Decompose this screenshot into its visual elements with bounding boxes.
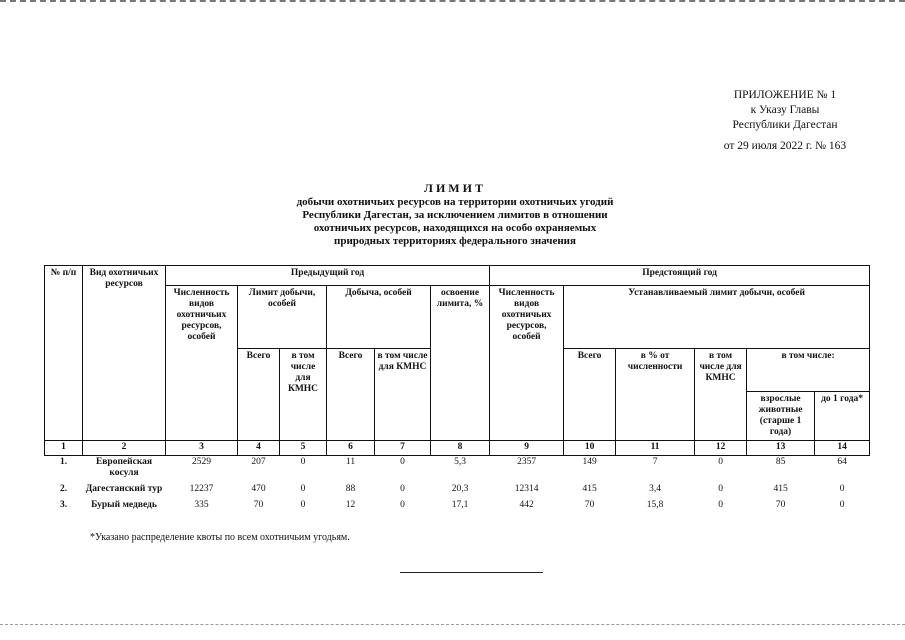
footnote: *Указано распределение квоты по всем охотничьим угодьям. xyxy=(90,532,350,543)
cell-catch-kmns: 0 xyxy=(400,484,405,494)
title-line: Республики Дагестан, за исключением лимитов в отношении xyxy=(302,209,608,221)
table-row xyxy=(45,456,870,484)
scan-edge-top xyxy=(0,0,905,6)
column-number: 8 xyxy=(431,441,490,456)
column-number: 13 xyxy=(747,441,815,456)
cell-prev-limit-kmns: 0 xyxy=(300,484,306,494)
cell-next-pct: 15,8 xyxy=(646,500,664,510)
cell-species: Бурый медведь xyxy=(91,500,157,510)
cell-next-total: 415 xyxy=(582,484,597,494)
header-prev-year: Предыдущий год xyxy=(166,266,490,286)
cell-num: 2. xyxy=(59,484,68,494)
header-young: до 1 года* xyxy=(815,392,870,441)
header-prev-limit: Лимит добычи, особей xyxy=(238,286,327,349)
document-title xyxy=(255,182,655,248)
cell-next-pct: 3,4 xyxy=(649,484,661,494)
appendix-date: от 29 июля 2022 г. № 163 xyxy=(723,140,847,152)
header-next-limit: Устанавливаемый лимит добычи, особей xyxy=(564,286,870,349)
column-number: 6 xyxy=(327,441,375,456)
header-prev-count: Численность видов охотничьих ресурсов, особей xyxy=(166,286,238,441)
cell-young: 0 xyxy=(839,500,845,510)
appendix-title: ПРИЛОЖЕНИЕ № 1 xyxy=(733,89,837,101)
header-prev-percent: освоение лимита, % xyxy=(431,286,490,441)
cell-young: 64 xyxy=(815,456,870,484)
header-prev-limit-kmns: в том числе для КМНС xyxy=(280,349,327,441)
header-next-year: Предстоящий год xyxy=(490,266,870,286)
cell-species: Дагестанский тур xyxy=(85,484,163,494)
closing-rule xyxy=(400,572,543,573)
column-number: 7 xyxy=(375,441,431,456)
title-line: охотничьих ресурсов, находящихся на особо охраняемых xyxy=(313,222,597,234)
cell-prev-limit-total: 470 xyxy=(251,484,266,494)
column-number: 11 xyxy=(616,441,695,456)
cell-num: 3. xyxy=(59,500,68,510)
appendix-subtitle: к Указу Главы xyxy=(750,104,820,116)
column-number: 4 xyxy=(238,441,280,456)
header-next-pct: в % от численности xyxy=(616,349,695,441)
appendix-republic: Республики Дагестан xyxy=(732,119,838,131)
table-row xyxy=(45,483,870,499)
column-number: 2 xyxy=(83,441,166,456)
cell-next-kmns: 0 xyxy=(695,456,747,484)
cell-next-count: 12314 xyxy=(514,484,539,494)
cell-next-total: 149 xyxy=(564,456,616,484)
cell-next-count: 442 xyxy=(519,500,534,510)
cell-catch-total: 88 xyxy=(345,484,356,494)
cell-catch-total: 11 xyxy=(327,456,375,484)
column-number: 12 xyxy=(695,441,747,456)
cell-next-pct: 7 xyxy=(616,456,695,484)
cell-adults: 415 xyxy=(773,484,788,494)
cell-next-count: 2357 xyxy=(490,456,564,484)
cell-prev-limit-total: 70 xyxy=(253,500,264,510)
title-main: ЛИМИТ xyxy=(424,181,486,195)
cell-prev-limit-total: 207 xyxy=(238,456,280,484)
header-species: Вид охотничьих ресурсов xyxy=(83,266,166,441)
cell-prev-count: 12237 xyxy=(189,484,214,494)
column-number: 1 xyxy=(45,441,83,456)
cell-next-kmns: 0 xyxy=(718,500,723,510)
header-prev-catch: Добыча, особей xyxy=(327,286,431,349)
cell-catch-total: 12 xyxy=(345,500,356,510)
header-num: № п/п xyxy=(45,266,83,441)
cell-adults: 85 xyxy=(747,456,815,484)
cell-prev-count: 335 xyxy=(194,500,209,510)
column-number: 3 xyxy=(166,441,238,456)
appendix-header xyxy=(700,88,870,154)
column-number: 9 xyxy=(490,441,564,456)
cell-percent: 17,1 xyxy=(451,500,469,510)
cell-prev-limit-kmns: 0 xyxy=(280,456,327,484)
cell-percent: 5,3 xyxy=(431,456,490,484)
header-next-kmns: в том числе для КМНС xyxy=(695,349,747,441)
limits-table xyxy=(44,265,870,515)
scan-edge-bottom xyxy=(0,624,905,627)
header-next-count: Численность видов охотничьих ресурсов, особей xyxy=(490,286,564,441)
cell-catch-kmns: 0 xyxy=(400,500,405,510)
header-prev-limit-total: Всего xyxy=(238,349,280,441)
cell-num: 1. xyxy=(45,456,83,484)
cell-next-total: 70 xyxy=(584,500,595,510)
cell-adults: 70 xyxy=(775,500,786,510)
title-line: природных территориях федерального значения xyxy=(334,235,576,247)
cell-catch-kmns: 0 xyxy=(375,456,431,484)
header-catch-kmns: в том числе для КМНС xyxy=(375,349,431,441)
header-including: в том числе: xyxy=(747,349,870,392)
cell-percent: 20,3 xyxy=(451,484,469,494)
header-catch-total: Всего xyxy=(327,349,375,441)
column-number: 10 xyxy=(564,441,616,456)
cell-next-kmns: 0 xyxy=(718,484,723,494)
cell-prev-count: 2529 xyxy=(166,456,238,484)
column-number: 5 xyxy=(280,441,327,456)
table-row xyxy=(45,499,870,515)
header-adults: взрослые животные (старше 1 года) xyxy=(747,392,815,441)
cell-prev-limit-kmns: 0 xyxy=(300,500,306,510)
header-next-total: Всего xyxy=(564,349,616,441)
cell-young: 0 xyxy=(839,484,845,494)
cell-species: Европейская косуля xyxy=(83,456,166,484)
title-line: добычи охотничьих ресурсов на территории охотничьих угодий xyxy=(296,196,614,208)
column-number: 14 xyxy=(815,441,870,456)
column-numbers-row xyxy=(45,441,870,456)
